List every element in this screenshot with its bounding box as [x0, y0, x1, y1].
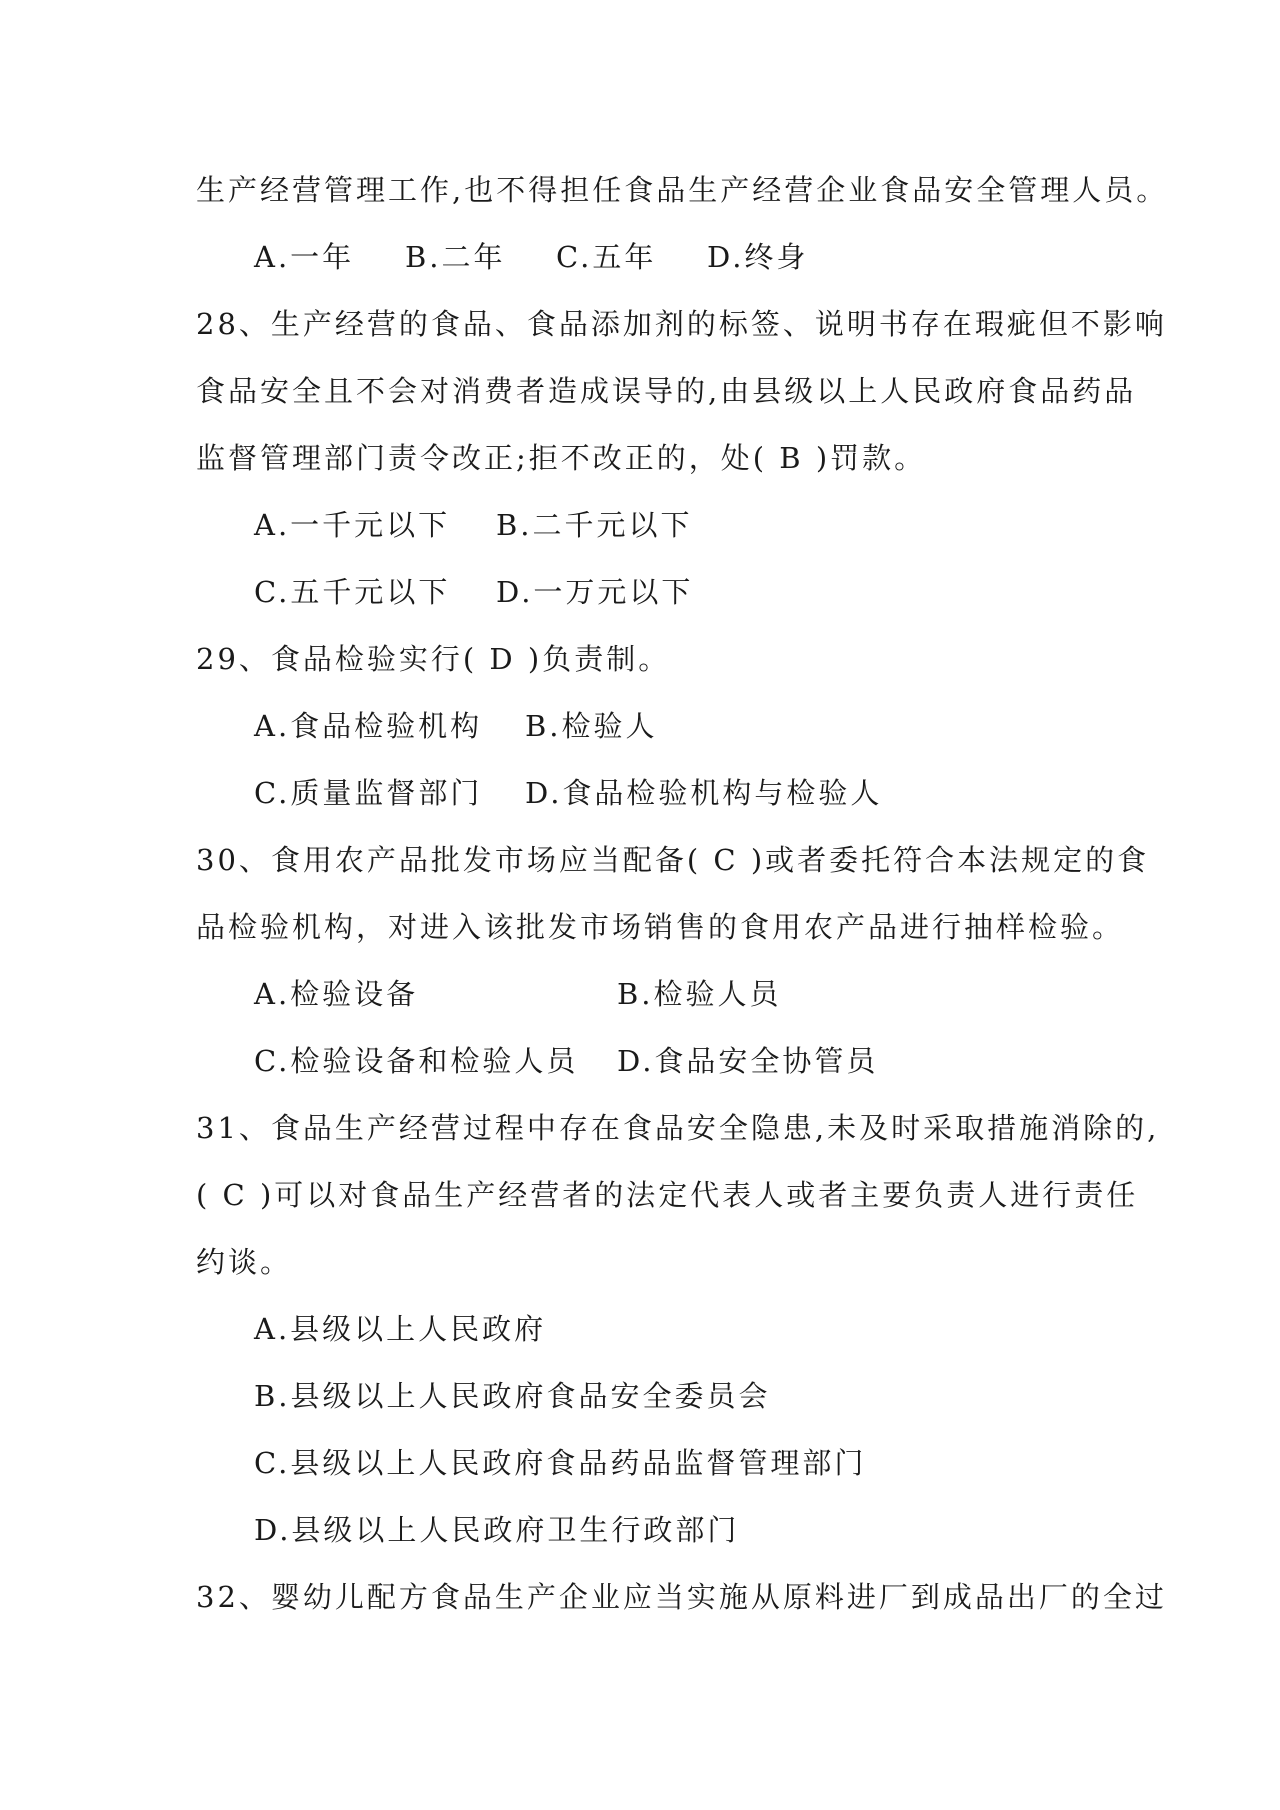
- q29-option-a: A.食品检验机构: [254, 709, 483, 743]
- q30-line2: 品检验机构，对进入该批发市场销售的食用农产品进行抽样检验。: [196, 910, 1125, 944]
- q28-option-c: C.五千元以下: [254, 575, 451, 609]
- q28-option-a: A.一千元以下: [254, 508, 451, 542]
- q28-line3: 监督管理部门责令改正;拒不改正的，处( B )罚款。: [196, 441, 927, 475]
- q30-option-b: B.检验人员: [617, 977, 782, 1011]
- q31-line3: 约谈。: [196, 1245, 293, 1279]
- option-a: A.一年: [254, 240, 355, 274]
- continuation-text: 生产经营管理工作,也不得担任食品生产经营企业食品安全管理人员。: [196, 173, 1169, 207]
- option-d: D.终身: [707, 240, 809, 274]
- option-c: C.五年: [556, 240, 657, 274]
- q31-line2: ( C )可以对食品生产经营者的法定代表人或者主要负责人进行责任: [196, 1178, 1139, 1212]
- q30-line1: 30、食用农产品批发市场应当配备( C )或者委托符合本法规定的食: [196, 843, 1150, 877]
- q31-option-d: D.县级以上人民政府卫生行政部门: [254, 1513, 740, 1547]
- q31-option-a: A.县级以上人民政府: [254, 1312, 547, 1346]
- q31-option-b: B.县级以上人民政府食品安全委员会: [254, 1379, 771, 1413]
- q29-option-b: B.检验人: [525, 709, 658, 743]
- q28-option-d: D.一万元以下: [496, 575, 694, 609]
- q29-option-c: C.质量监督部门: [254, 776, 483, 810]
- q29-line1: 29、食品检验实行( D )负责制。: [196, 642, 671, 676]
- q29-option-d: D.食品检验机构与检验人: [525, 776, 883, 810]
- q28-line1: 28、生产经营的食品、食品添加剂的标签、说明书存在瑕疵但不影响: [196, 307, 1167, 341]
- q30-option-d: D.食品安全协管员: [617, 1044, 879, 1078]
- q30-option-a: A.检验设备: [254, 977, 419, 1011]
- q30-option-c: C.检验设备和检验人员: [254, 1044, 579, 1078]
- q32-line1: 32、婴幼儿配方食品生产企业应当实施从原料进厂到成品出厂的全过: [196, 1580, 1167, 1614]
- option-b: B.二年: [405, 240, 506, 274]
- q31-line1: 31、食品生产经营过程中存在食品安全隐患,未及时采取措施消除的,: [196, 1111, 1160, 1145]
- q28-line2: 食品安全且不会对消费者造成误导的,由县级以上人民政府食品药品: [196, 374, 1137, 408]
- q28-option-b: B.二千元以下: [496, 508, 693, 542]
- q31-option-c: C.县级以上人民政府食品药品监督管理部门: [254, 1446, 867, 1480]
